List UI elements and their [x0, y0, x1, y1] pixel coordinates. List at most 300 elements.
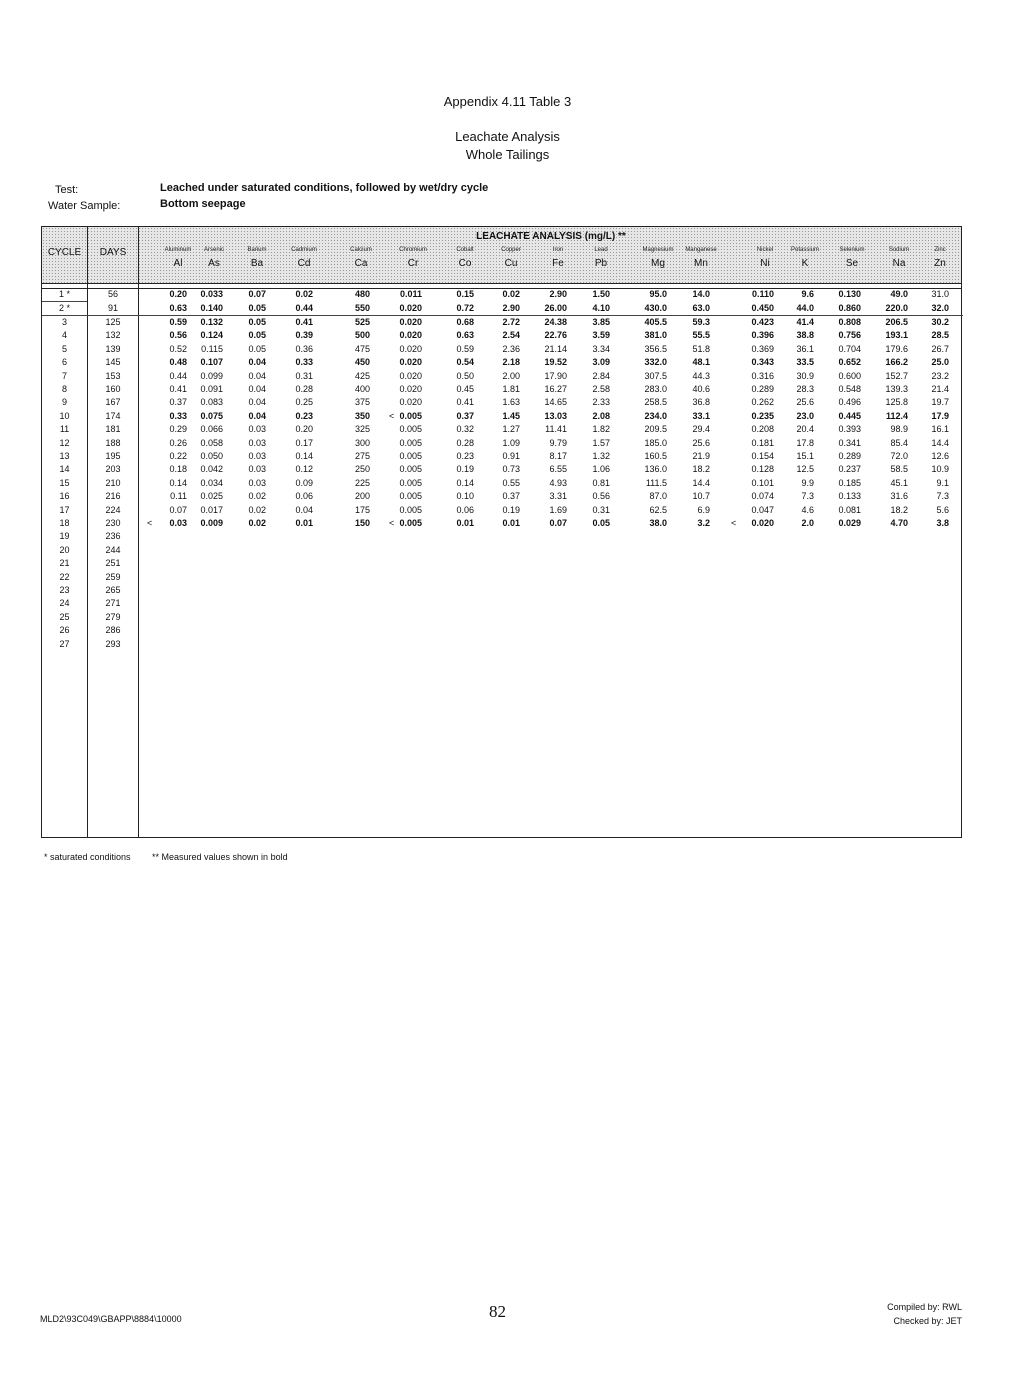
element-name-ni: Nickel [756, 247, 774, 253]
value-cell-mg: 62.5 [649, 504, 667, 515]
value-cell-na: 152.7 [885, 370, 908, 381]
value-cell-ba: 0.04 [248, 384, 266, 394]
value-cell-na: 31.6 [890, 491, 908, 502]
days-header: DAYS [99, 247, 127, 258]
value-cell-al: 0.03 [169, 518, 187, 528]
value-cell-k: 17.8 [796, 437, 814, 448]
value-cell-fe: 21.14 [544, 343, 567, 354]
value-cell-na: 206.5 [885, 317, 908, 327]
cycle-cell: 14 [59, 464, 70, 475]
compiled-by: Compiled by: RWL [887, 1302, 962, 1312]
value-cell-mn: 59.3 [692, 317, 710, 327]
element-name-mn: Manganese [685, 247, 717, 253]
value-cell-fe: 16.27 [544, 384, 567, 394]
value-cell-se: 0.081 [838, 504, 861, 515]
days-cell: 167 [105, 397, 121, 408]
value-cell-mg: 111.5 [645, 477, 667, 488]
value-cell-ba: 0.05 [248, 317, 266, 327]
value-cell-ni: 0.047 [751, 504, 774, 515]
value-cell-co: 0.68 [456, 317, 474, 327]
value-cell-co: 0.41 [456, 397, 474, 408]
value-cell-as: 0.017 [200, 504, 223, 515]
value-cell-fe: 6.55 [549, 464, 567, 475]
value-cell-k: 2.0 [801, 518, 814, 528]
element-symbol-fe: Fe [552, 258, 564, 269]
value-cell-cd: 0.09 [295, 477, 313, 488]
value-cell-mg: 234.0 [644, 410, 667, 421]
value-cell-ca: 275 [354, 451, 370, 461]
page-number: 82 [489, 1302, 506, 1321]
element-name-ba: Barium [247, 247, 267, 253]
value-cell-mg: 95.0 [649, 289, 667, 299]
value-cell-co: 0.37 [456, 410, 474, 421]
value-cell-ca: 300 [354, 437, 370, 448]
value-cell-ca: 225 [354, 477, 370, 488]
value-cell-al: 0.52 [169, 343, 187, 354]
value-cell-ca: 500 [354, 330, 370, 341]
cycle-cell: 2 * [58, 303, 70, 313]
days-cell: 145 [105, 357, 121, 368]
value-cell-pb: 3.59 [592, 330, 610, 341]
value-cell-co: 0.01 [456, 518, 474, 528]
value-cell-co: 0.15 [456, 289, 474, 299]
value-cell-ba: 0.03 [248, 464, 266, 475]
value-cell-zn: 9.1 [936, 477, 949, 488]
days-cell: 279 [105, 611, 121, 622]
element-name-al: Aluminum [164, 247, 192, 253]
value-cell-pb: 3.34 [592, 343, 610, 354]
element-name-cd: Cadmium [291, 247, 317, 253]
value-cell-zn: 25.0 [931, 357, 949, 368]
cycle-cell: 11 [59, 424, 70, 435]
value-cell-co: 0.06 [456, 504, 474, 515]
value-cell-cu: 0.19 [502, 504, 520, 515]
value-cell-pb: 1.57 [592, 437, 610, 448]
value-cell-k: 9.6 [801, 289, 814, 299]
cycle-cell: 8 [61, 384, 67, 394]
days-cell: 153 [105, 370, 121, 381]
cycle-cell: 17 [59, 504, 70, 515]
test-value: Leached under saturated conditions, followed by wet/dry cycle [160, 182, 489, 194]
value-cell-cr: 0.005 [399, 518, 422, 528]
less-than-marker: < [147, 518, 153, 528]
test-label: Test: [55, 184, 79, 196]
value-cell-k: 9.9 [801, 477, 814, 488]
value-cell-cu: 1.27 [502, 424, 520, 435]
value-cell-as: 0.083 [200, 397, 223, 408]
value-cell-na: 125.8 [885, 397, 908, 408]
value-cell-zn: 30.2 [931, 317, 949, 327]
cycle-cell: 1 * [58, 289, 70, 299]
value-cell-mg: 38.0 [649, 518, 667, 528]
days-cell: 160 [105, 384, 121, 394]
value-cell-cr: 0.005 [399, 424, 422, 435]
cycle-cell: 9 [61, 397, 67, 408]
value-cell-cr: 0.020 [399, 303, 422, 313]
value-cell-ba: 0.03 [248, 424, 266, 435]
heading-line-2: Whole Tailings [465, 147, 550, 162]
value-cell-ba: 0.04 [248, 370, 266, 381]
value-cell-as: 0.033 [200, 289, 223, 299]
days-cell: 265 [105, 585, 121, 595]
value-cell-se: 0.756 [838, 330, 861, 341]
value-cell-mn: 6.9 [697, 504, 710, 515]
value-cell-cd: 0.20 [295, 424, 313, 435]
value-cell-mn: 33.1 [692, 410, 710, 421]
value-cell-zn: 12.6 [931, 451, 949, 461]
cycle-cell: 4 [61, 330, 67, 341]
value-cell-fe: 24.38 [544, 317, 567, 327]
days-cell: 210 [105, 477, 121, 488]
days-cell: 224 [105, 504, 121, 515]
value-cell-mg: 430.0 [644, 303, 667, 313]
value-cell-na: 139.3 [885, 384, 908, 394]
value-cell-cr: 0.005 [399, 504, 422, 515]
days-cell: 195 [105, 451, 121, 461]
cycle-cell: 25 [59, 611, 70, 622]
value-cell-mn: 36.8 [692, 397, 710, 408]
cycle-cell: 6 [61, 357, 67, 368]
value-cell-as: 0.058 [200, 437, 223, 448]
cycle-cell: 16 [59, 491, 70, 502]
value-cell-se: 0.445 [838, 410, 861, 421]
value-cell-ba: 0.04 [248, 397, 266, 408]
value-cell-cu: 0.02 [502, 289, 520, 299]
value-cell-ca: 450 [354, 357, 370, 368]
days-cell: 251 [105, 558, 121, 569]
value-cell-as: 0.099 [200, 370, 223, 381]
element-name-se: Selenium [839, 247, 865, 253]
value-cell-cr: 0.005 [399, 437, 422, 448]
value-cell-ca: 150 [354, 518, 370, 528]
value-cell-se: 0.652 [838, 357, 861, 368]
value-cell-cr: 0.020 [399, 384, 422, 394]
value-cell-zn: 19.7 [931, 397, 949, 408]
value-cell-cr: 0.020 [399, 370, 422, 381]
value-cell-ba: 0.03 [248, 451, 266, 461]
value-cell-cr: 0.005 [399, 410, 422, 421]
value-cell-mn: 18.2 [692, 464, 710, 475]
cycle-cell: 13 [59, 451, 70, 461]
value-cell-ni: 0.181 [751, 437, 774, 448]
value-cell-ni: 0.101 [751, 477, 774, 488]
value-cell-ni: 0.074 [751, 491, 774, 502]
value-cell-pb: 3.09 [592, 357, 610, 368]
value-cell-as: 0.132 [200, 317, 223, 327]
value-cell-al: 0.26 [169, 437, 187, 448]
value-cell-ni: 0.316 [751, 370, 774, 381]
value-cell-k: 28.3 [796, 384, 814, 394]
value-cell-ni: 0.450 [751, 303, 774, 313]
element-name-as: Arsenic [203, 247, 224, 253]
value-cell-cu: 0.01 [502, 518, 520, 528]
value-cell-mn: 3.2 [697, 518, 710, 528]
value-cell-mn: 55.5 [692, 330, 710, 341]
value-cell-as: 0.009 [200, 518, 223, 528]
value-cell-ba: 0.03 [248, 437, 266, 448]
value-cell-pb: 3.85 [592, 317, 610, 327]
value-cell-pb: 1.32 [592, 451, 610, 461]
value-cell-zn: 16.1 [931, 424, 949, 435]
value-cell-zn: 32.0 [931, 303, 949, 313]
value-cell-mg: 209.5 [644, 424, 667, 435]
value-cell-k: 38.8 [796, 330, 814, 341]
value-cell-ni: 0.020 [751, 518, 774, 528]
value-cell-cu: 0.55 [502, 477, 520, 488]
value-cell-mn: 10.7 [692, 491, 710, 502]
less-than-marker: < [389, 518, 395, 528]
cycle-cell: 10 [59, 410, 70, 421]
element-name-cr: Chromium [399, 247, 427, 253]
value-cell-mg: 356.5 [644, 343, 667, 354]
value-cell-k: 30.9 [796, 370, 814, 381]
value-cell-se: 0.029 [838, 518, 861, 528]
value-cell-ca: 480 [354, 289, 370, 299]
value-cell-ba: 0.02 [248, 504, 266, 515]
value-cell-pb: 1.06 [592, 464, 610, 475]
value-cell-fe: 4.93 [549, 477, 567, 488]
days-cell: 91 [107, 303, 118, 313]
value-cell-ni: 0.396 [751, 330, 774, 341]
value-cell-k: 23.0 [796, 410, 814, 421]
element-symbol-na: Na [892, 258, 906, 269]
value-cell-al: 0.29 [169, 424, 187, 435]
value-cell-se: 0.600 [838, 370, 861, 381]
value-cell-k: 12.5 [796, 464, 814, 475]
value-cell-fe: 3.31 [549, 491, 567, 502]
value-cell-cu: 2.72 [502, 317, 520, 327]
value-cell-fe: 2.90 [549, 289, 567, 299]
value-cell-mn: 51.8 [692, 343, 710, 354]
value-cell-cd: 0.23 [295, 410, 313, 421]
value-cell-ca: 200 [354, 491, 370, 502]
value-cell-cr: 0.011 [399, 289, 422, 299]
value-cell-ca: 425 [354, 370, 370, 381]
value-cell-se: 0.548 [838, 384, 861, 394]
value-cell-cd: 0.01 [295, 518, 313, 528]
value-cell-na: 166.2 [885, 357, 908, 368]
element-symbol-al: Al [173, 258, 183, 269]
element-name-pb: Lead [594, 247, 608, 253]
value-cell-zn: 5.6 [936, 504, 949, 515]
cycle-cell: 22 [59, 571, 70, 582]
value-cell-cr: 0.020 [399, 330, 422, 341]
value-cell-cu: 0.91 [502, 451, 520, 461]
element-name-na: Sodium [888, 247, 910, 253]
value-cell-ca: 325 [354, 424, 370, 435]
value-cell-ni: 0.110 [751, 289, 774, 299]
cycle-cell: 24 [59, 598, 70, 609]
value-cell-cr: 0.020 [399, 357, 422, 368]
value-cell-cd: 0.28 [295, 384, 313, 394]
value-cell-zn: 28.5 [931, 330, 949, 341]
value-cell-cu: 2.36 [502, 343, 520, 354]
value-cell-as: 0.107 [200, 357, 223, 368]
days-cell: 125 [105, 317, 121, 327]
value-cell-pb: 2.33 [592, 397, 610, 408]
value-cell-se: 0.704 [838, 343, 861, 354]
value-cell-zn: 7.3 [936, 491, 949, 502]
value-cell-al: 0.20 [169, 289, 187, 299]
value-cell-na: 49.0 [890, 289, 908, 299]
value-cell-ni: 0.369 [751, 343, 774, 354]
value-cell-cr: 0.005 [399, 464, 422, 475]
value-cell-na: 220.0 [885, 303, 908, 313]
value-cell-cd: 0.36 [295, 343, 313, 354]
days-cell: 139 [105, 343, 121, 354]
element-name-ca: Calcium [350, 247, 372, 253]
value-cell-ba: 0.03 [248, 477, 266, 488]
value-cell-k: 41.4 [796, 317, 814, 327]
value-cell-ni: 0.154 [751, 451, 774, 461]
value-cell-ca: 175 [354, 504, 370, 515]
value-cell-fe: 13.03 [544, 410, 567, 421]
value-cell-pb: 2.08 [592, 410, 610, 421]
value-cell-al: 0.56 [169, 330, 187, 341]
value-cell-ca: 250 [354, 464, 370, 475]
value-cell-co: 0.63 [456, 330, 474, 341]
value-cell-as: 0.025 [200, 491, 223, 502]
cycle-header: CYCLE [47, 247, 82, 258]
value-cell-pb: 0.05 [592, 518, 610, 528]
value-cell-na: 4.70 [890, 518, 908, 528]
value-cell-fe: 11.41 [545, 424, 567, 435]
value-cell-cu: 2.18 [502, 357, 520, 368]
value-cell-ba: 0.02 [248, 518, 266, 528]
cycle-cell: 21 [59, 558, 70, 569]
element-symbol-k: K [801, 258, 809, 269]
value-cell-zn: 3.8 [936, 518, 949, 528]
value-cell-se: 0.341 [838, 437, 861, 448]
value-cell-se: 0.133 [838, 491, 861, 502]
value-cell-cd: 0.17 [295, 437, 313, 448]
value-cell-al: 0.11 [170, 491, 187, 502]
days-cell: 174 [105, 410, 121, 421]
value-cell-fe: 0.07 [549, 518, 567, 528]
value-cell-zn: 26.7 [931, 343, 949, 354]
value-cell-ni: 0.423 [751, 317, 774, 327]
value-cell-ca: 550 [354, 303, 370, 313]
value-cell-fe: 8.17 [549, 451, 567, 461]
value-cell-cd: 0.39 [295, 330, 313, 341]
value-cell-cu: 2.54 [502, 330, 520, 341]
value-cell-ca: 400 [354, 384, 370, 394]
value-cell-k: 7.3 [801, 491, 814, 502]
value-cell-fe: 19.52 [544, 357, 567, 368]
value-cell-ba: 0.05 [248, 343, 266, 354]
element-name-cu: Copper [501, 247, 521, 253]
days-cell: 203 [105, 464, 121, 475]
value-cell-al: 0.18 [169, 464, 187, 475]
value-cell-as: 0.042 [200, 464, 223, 475]
value-cell-mn: 44.3 [692, 370, 710, 381]
value-cell-ca: 475 [354, 343, 370, 354]
value-cell-zn: 23.2 [931, 370, 949, 381]
value-cell-cd: 0.44 [295, 303, 313, 313]
value-cell-ni: 0.128 [751, 464, 774, 475]
element-symbol-co: Co [458, 258, 472, 269]
value-cell-as: 0.034 [200, 477, 223, 488]
value-cell-ba: 0.04 [248, 410, 266, 421]
days-cell: 188 [105, 437, 121, 448]
less-than-marker: < [731, 518, 737, 528]
value-cell-co: 0.72 [456, 303, 474, 313]
value-cell-ba: 0.05 [248, 330, 266, 341]
value-cell-na: 179.6 [885, 343, 908, 354]
value-cell-na: 193.1 [885, 330, 908, 341]
value-cell-cr: 0.005 [399, 477, 422, 488]
value-cell-k: 20.4 [796, 424, 814, 435]
value-cell-as: 0.140 [200, 303, 223, 313]
value-cell-co: 0.28 [456, 437, 474, 448]
value-cell-se: 0.289 [838, 451, 861, 461]
value-cell-mn: 48.1 [692, 357, 710, 368]
value-cell-ni: 0.289 [751, 384, 774, 394]
element-name-k: Potassium [790, 247, 819, 253]
element-symbol-zn: Zn [934, 258, 946, 269]
value-cell-se: 0.860 [838, 303, 861, 313]
value-cell-se: 0.185 [838, 477, 861, 488]
value-cell-mn: 29.4 [692, 424, 710, 435]
value-cell-k: 33.5 [796, 357, 814, 368]
value-cell-fe: 22.76 [544, 330, 567, 341]
column-divider-days [138, 227, 139, 837]
value-cell-cd: 0.33 [295, 357, 313, 368]
value-cell-ca: 350 [354, 410, 370, 421]
element-symbol-mn: Mn [694, 258, 708, 269]
value-cell-cd: 0.12 [295, 464, 313, 475]
element-symbol-ba: Ba [250, 258, 264, 269]
value-cell-pb: 0.81 [592, 477, 610, 488]
value-cell-al: 0.48 [169, 357, 187, 368]
value-cell-mg: 381.0 [644, 330, 667, 341]
value-cell-ni: 0.262 [751, 397, 774, 408]
footnote-saturated: * saturated conditions [44, 852, 131, 862]
value-cell-as: 0.091 [200, 384, 223, 394]
days-cell: 56 [107, 289, 118, 299]
value-cell-co: 0.23 [456, 451, 474, 461]
days-cell: 293 [105, 638, 121, 649]
value-cell-al: 0.63 [169, 303, 187, 313]
value-cell-mg: 307.5 [644, 370, 667, 381]
value-cell-as: 0.075 [200, 410, 223, 421]
value-cell-cu: 1.63 [502, 397, 520, 408]
value-cell-cd: 0.06 [295, 491, 313, 502]
value-cell-k: 44.0 [796, 303, 814, 313]
element-name-fe: Iron [552, 247, 564, 253]
value-cell-mn: 14.0 [692, 289, 710, 299]
value-cell-pb: 1.82 [592, 424, 610, 435]
value-cell-se: 0.130 [838, 289, 861, 299]
days-cell: 216 [105, 491, 121, 502]
value-cell-pb: 0.31 [592, 504, 610, 515]
value-cell-k: 25.6 [796, 397, 814, 408]
value-cell-mg: 136.0 [644, 464, 667, 475]
days-cell: 236 [105, 531, 121, 542]
water-sample-label: Water Sample: [48, 200, 121, 212]
value-cell-co: 0.59 [456, 343, 474, 354]
value-cell-co: 0.45 [456, 384, 474, 394]
value-cell-na: 58.5 [890, 464, 908, 475]
element-symbol-as: As [208, 258, 220, 269]
value-cell-ba: 0.02 [248, 491, 266, 502]
value-cell-ca: 375 [354, 397, 370, 408]
value-cell-co: 0.50 [456, 370, 474, 381]
value-cell-k: 15.1 [796, 451, 814, 461]
value-cell-cd: 0.14 [295, 451, 313, 461]
cycle-cell: 19 [59, 531, 70, 542]
element-name-zn: Zinc [934, 247, 946, 253]
